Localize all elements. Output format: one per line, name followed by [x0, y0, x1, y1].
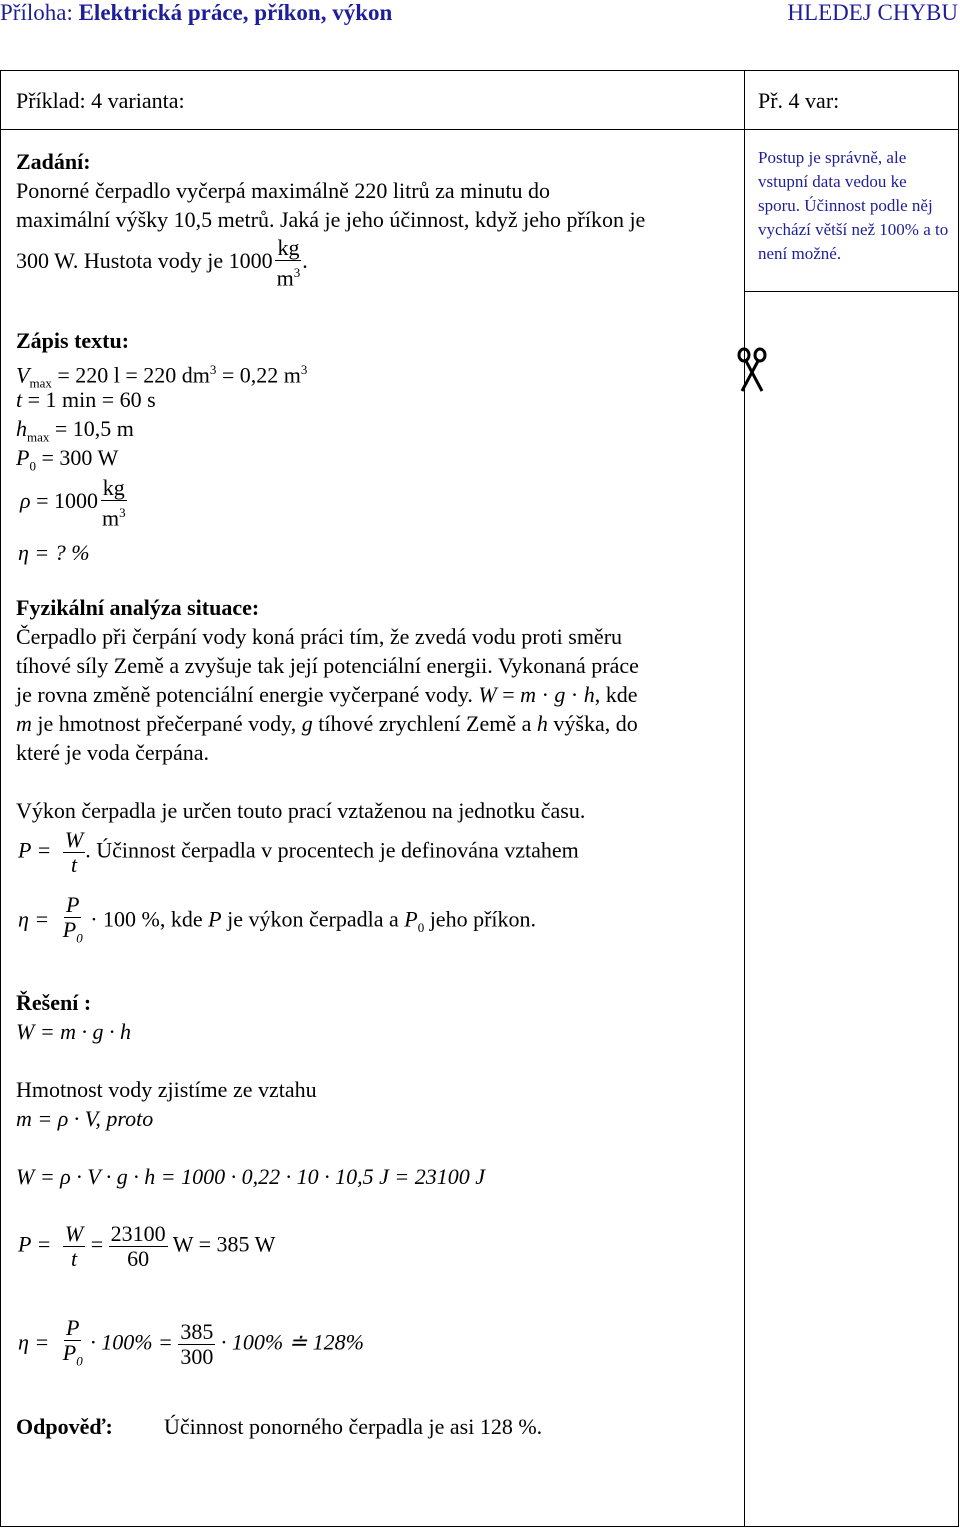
correction-note: Postup je správně, ale vstupní data vedou ke sporu. Účinnost podle něj vychází větší než 100% a to není možné. [758, 148, 949, 263]
re-mid: · 100% = [90, 1329, 173, 1355]
header-topic: Elektrická práce, příkon, výkon [78, 0, 393, 25]
re-frac2 [178, 1320, 215, 1369]
rp-frac1 [63, 1222, 85, 1271]
l4d: tíhové zrychlení Země a [312, 711, 537, 736]
power-formula [18, 828, 579, 877]
header-right: HLEDEJ CHYBU [787, 0, 958, 25]
zapis-rho [20, 476, 128, 530]
l3g: · [565, 682, 584, 707]
l3a: je rovna změně potenciální energie vyčerpané vody. [16, 682, 479, 707]
eta-after5-sub: 0 [417, 920, 425, 936]
rho-symbol: ρ [20, 488, 31, 514]
v-exp2: 3 [300, 362, 308, 377]
note-divider [744, 291, 959, 292]
row-divider [0, 129, 959, 130]
re-frac1 [61, 1316, 85, 1373]
analyza-line4 [16, 709, 638, 738]
re-num1: P [66, 1315, 80, 1340]
p-eq: P = [18, 837, 52, 863]
unit-exp: 3 [293, 265, 301, 280]
analyza-line2: tíhové síly Země a zvyšuje tak její potenciální energii. Vykonaná práce [16, 653, 639, 678]
h-symbol: h [16, 416, 27, 441]
l3i: , kde [594, 682, 638, 707]
l3h: h [583, 682, 595, 707]
zapis-t [16, 385, 156, 414]
eta-den: P [62, 917, 77, 942]
v-text: = 220 l = 220 dm [51, 362, 210, 388]
rho-num: kg [102, 475, 125, 500]
eta-fraction [61, 893, 85, 950]
l3c: = [496, 682, 521, 707]
zadani-heading: Zadání: [16, 149, 91, 174]
reseni-p-calc [18, 1222, 275, 1271]
efficiency-formula [18, 893, 536, 950]
odpoved-label: Odpověď: [16, 1414, 113, 1439]
rho-unit [100, 476, 128, 530]
p-num: W [64, 827, 84, 852]
analyza-line3 [16, 680, 637, 709]
unit-den-m: m [276, 265, 294, 291]
l4e: h [536, 711, 548, 736]
analyza-line1: Čerpadlo při čerpání vody koná práci tím, že zvedá vodu proti směru [16, 624, 623, 649]
l4f: výška, do [547, 711, 638, 736]
p-symbol: P [16, 445, 30, 470]
re-num2: 385 [180, 1319, 214, 1345]
v-symbol: V [16, 362, 30, 388]
t-symbol: t [16, 387, 23, 412]
v-text2: = 0,22 m [216, 362, 301, 388]
rp-mid: = [90, 1231, 104, 1257]
density-unit [275, 236, 303, 290]
reseni-m-formula: m = ρ · V, proto [16, 1106, 154, 1131]
rho-den: m [101, 505, 120, 531]
eta-after3: P [208, 906, 222, 932]
reseni-heading: Řešení : [16, 990, 92, 1015]
analyza-line5: které je voda čerpána. [16, 740, 209, 765]
side-label: Př. 4 var: [758, 88, 840, 113]
p-fraction [63, 828, 85, 877]
header-title [0, 0, 392, 26]
zadani-line3 [16, 236, 308, 290]
p-after: . Účinnost čerpadla v procentech je definována vztahem [85, 837, 579, 863]
t-text: = 1 min = 60 s [22, 387, 156, 412]
header-prefix: Příloha: [0, 0, 73, 25]
rho-text: = 1000 [30, 488, 98, 514]
eta-den-sub: 0 [76, 930, 83, 946]
re-den1-wrap [61, 1341, 85, 1373]
rho-exp: 3 [119, 505, 126, 520]
rp-den1: t [70, 1246, 78, 1271]
zapis-heading: Zápis textu: [16, 328, 130, 353]
eta-symbol: η [18, 540, 29, 565]
vykon-line: Výkon čerpadla je určen touto prací vztaženou na jednotku času. [16, 798, 586, 823]
l4a: m [16, 711, 32, 736]
p-sub: 0 [29, 458, 36, 474]
l3b: W [478, 682, 497, 707]
rp-num1: W [64, 1221, 84, 1246]
eta-after4: je výkon čerpadla a [221, 906, 405, 932]
eta-after1: · 100 % [84, 906, 160, 932]
reseni-w-formula: W = m · g · h [16, 1019, 132, 1044]
rp-rhs: W = 385 W [172, 1231, 276, 1257]
h-sub: max [27, 429, 50, 445]
eta-after5: P [404, 906, 418, 932]
rp-frac2 [109, 1222, 168, 1271]
l3e: · [536, 682, 555, 707]
p-text: = 300 W [35, 445, 119, 470]
column-divider [744, 70, 745, 1527]
reseni-hmotnost: Hmotnost vody zjistíme ze vztahu [16, 1077, 317, 1102]
eta-text: = ? % [28, 540, 90, 565]
unit-den [275, 261, 303, 290]
zadani-line1: Ponorné čerpadlo vyčerpá maximálně 220 litrů za minutu do [16, 178, 550, 203]
analyza-heading: Fyzikální analýza situace: [16, 595, 260, 620]
re-den1-sub: 0 [76, 1353, 83, 1369]
rho-den-wrap [100, 501, 128, 530]
v-exp1: 3 [209, 362, 217, 377]
eta-num: P [66, 892, 80, 917]
l4c: g [301, 711, 313, 736]
l3f: g [554, 682, 566, 707]
zadani-line2: maximální výšky 10,5 metrů. Jaká je jeho účinnost, když jeho příkon je [16, 207, 646, 232]
re-den2: 300 [180, 1344, 214, 1370]
unit-num: kg [277, 235, 300, 260]
eta-after6: jeho příkon. [424, 906, 537, 932]
l4b: je hmotnost přečerpané vody, [31, 711, 302, 736]
zadani-line3-suffix: . [302, 248, 308, 274]
example-label: Příklad: 4 varianta: [16, 88, 185, 113]
v-sub: max [29, 375, 52, 391]
h-text: = 10,5 m [49, 416, 134, 441]
re-den1: P [62, 1340, 77, 1365]
odpoved-text: Účinnost ponorného čerpadla je asi 128 %. [164, 1414, 543, 1439]
rp-num2: 23100 [110, 1221, 166, 1246]
zapis-eta [18, 538, 90, 567]
p-den: t [70, 852, 78, 877]
eta-eq: η = [18, 906, 50, 932]
zadani-line3-prefix: 300 W. Hustota vody je 1000 [16, 248, 273, 274]
re-lhs: η = [18, 1329, 50, 1355]
eta-den-wrap [61, 918, 85, 950]
eta-after2: , kde [159, 906, 209, 932]
l3d: m [520, 682, 537, 707]
reseni-w-calc: W = ρ · V · g · h = 1000 · 0,22 · 10 · 10,5 J = 23100 J [16, 1164, 485, 1189]
rp-den2: 60 [127, 1246, 150, 1271]
scissors-icon [736, 347, 768, 398]
re-rhs: · 100% ≐ 128% [220, 1329, 364, 1355]
rp-lhs: P = [18, 1231, 52, 1257]
reseni-eta-calc [18, 1316, 364, 1373]
